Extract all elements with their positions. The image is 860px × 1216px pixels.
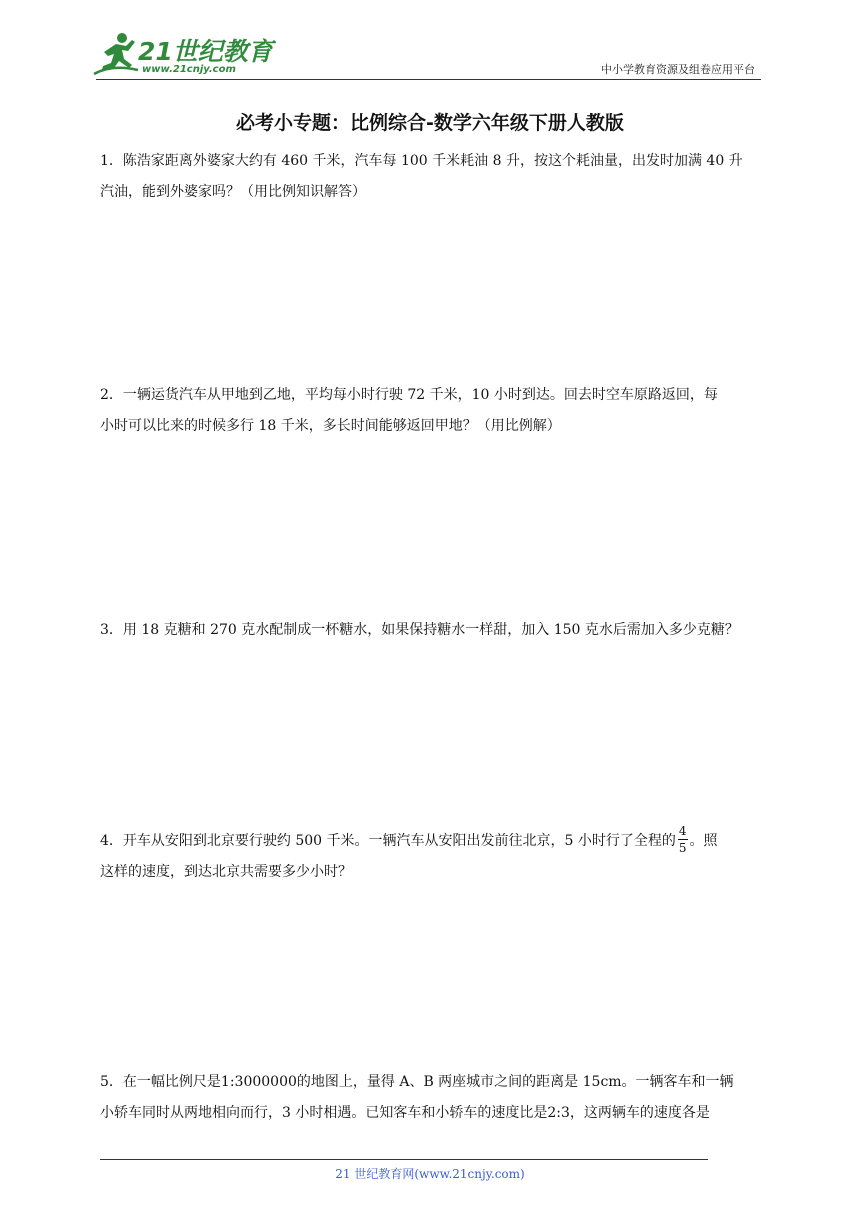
logo-text: 21世纪教育 bbox=[138, 37, 273, 66]
header-divider bbox=[96, 79, 761, 80]
fraction-denominator: 5 bbox=[678, 840, 687, 855]
question-text: 2．一辆运货汽车从甲地到乙地，平均每小时行驶 72 千米，10 小时到达。回去时空车原路返回，每 bbox=[100, 387, 718, 403]
site-logo[interactable] bbox=[92, 30, 273, 80]
question-1 bbox=[100, 146, 765, 208]
question-text-part: 。照 bbox=[689, 833, 718, 849]
question-text: 3．用 18 克糖和 270 克水配制成一杯糖水，如果保持糖水一样甜，加入 150 克水后需加入多少克糖？ bbox=[100, 622, 739, 638]
footer-link[interactable]: 21 世纪教育网(www.21cnjy.com) bbox=[335, 1167, 525, 1181]
runner-logo-icon bbox=[92, 30, 142, 78]
question-text bbox=[100, 823, 765, 857]
question-3 bbox=[100, 615, 765, 646]
question-text: 5．在一幅比例尺是1:3000000的地图上，量得 A、B 两座城市之间的距离是 15cm。一辆客车和一辆 bbox=[100, 1074, 734, 1090]
page-title: 必考小专题：比例综合-数学六年级下册人教版 bbox=[236, 112, 624, 134]
question-text-part: 4．开车从安阳到北京要行驶约 500 千米。一辆汽车从安阳出发前往北京，5 小时行了全程的 bbox=[100, 833, 676, 849]
question-text: 汽油，能到外婆家吗？（用比例知识解答） bbox=[100, 184, 366, 200]
question-5 bbox=[100, 1067, 765, 1129]
question-2 bbox=[100, 380, 765, 442]
question-4 bbox=[100, 823, 765, 888]
question-text: 小轿车同时从两地相向而行，3 小时相遇。已知客车和小轿车的速度比是2:3，这两辆车的速度各是 bbox=[100, 1105, 710, 1121]
fraction-numerator: 4 bbox=[678, 823, 687, 838]
question-text: 小时可以比来的时候多行 18 千米，多长时间能够返回甲地？（用比例解） bbox=[100, 418, 561, 434]
question-text: 这样的速度，到达北京共需要多少小时？ bbox=[100, 864, 352, 880]
platform-tagline: 中小学教育资源及组卷应用平台 bbox=[601, 63, 755, 76]
fraction bbox=[678, 825, 688, 854]
page-header bbox=[0, 0, 860, 84]
footer-divider bbox=[100, 1159, 708, 1160]
question-text: 1．陈浩家距离外婆家大约有 460 千米，汽车每 100 千米耗油 8 升，按这个耗油量，出发时加满 40 升 bbox=[100, 153, 743, 169]
logo-url: www.21cnjy.com bbox=[142, 64, 236, 75]
